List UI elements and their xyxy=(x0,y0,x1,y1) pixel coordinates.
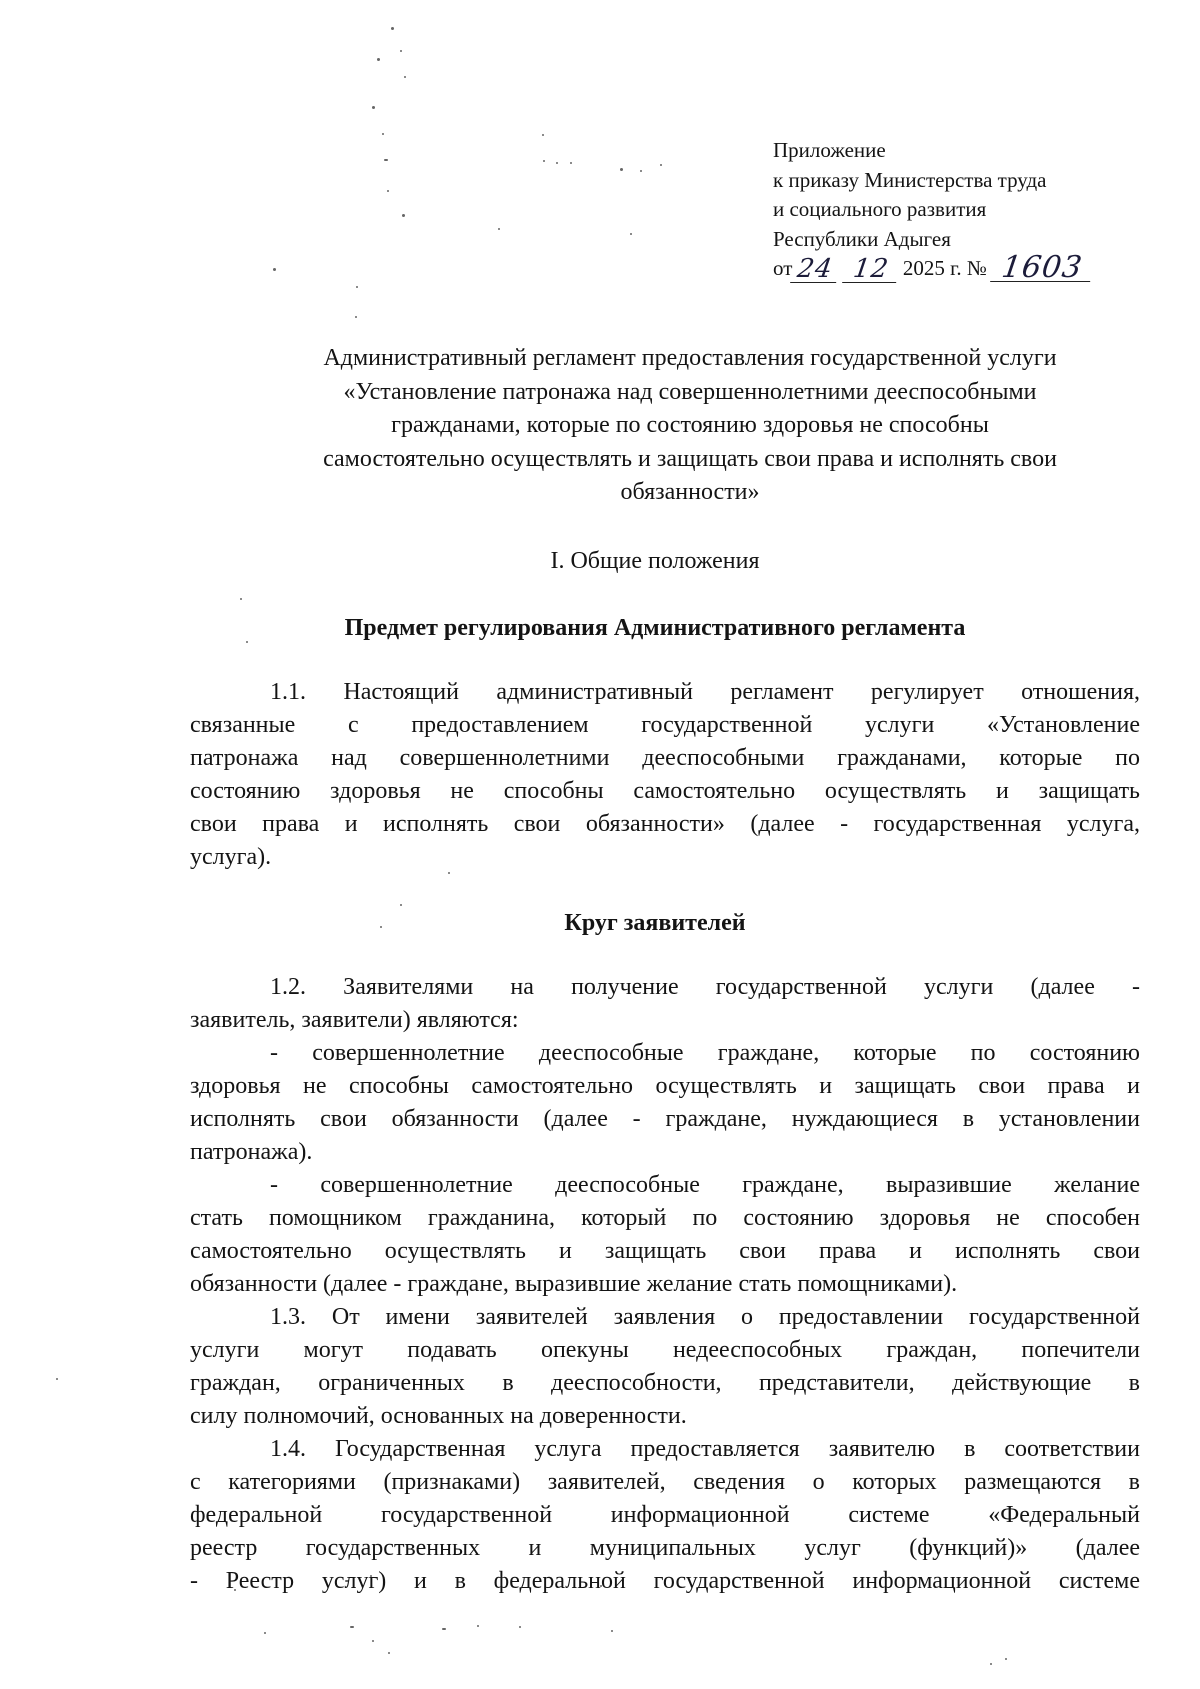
handwritten-month: 12 xyxy=(842,256,900,283)
paragraph-1-4-line: федеральной государственной информационной системе «Федеральный xyxy=(190,1502,1140,1528)
appendix-block xyxy=(773,136,1143,284)
title-line: Административный регламент предоставления государственной услуги xyxy=(323,345,1057,371)
applicant-item-2-line: обязанности (далее - граждане, выразившие желание стать помощниками). xyxy=(190,1271,958,1297)
paragraph-1-3-line: силу полномочий, основанных на доверенности. xyxy=(190,1403,687,1429)
paragraph-1-4-line: с категориями (признаками) заявителей, сведения о которых размещаются в xyxy=(190,1469,1140,1495)
paragraph-1-1-line: патронажа над совершеннолетними дееспособными гражданами, которые по xyxy=(190,745,1140,771)
date-prefix: от xyxy=(773,256,793,280)
applicant-item-1-line: патронажа). xyxy=(190,1139,313,1165)
paragraph-1-2-line: заявитель, заявители) являются: xyxy=(190,1007,519,1033)
appendix-line: и социального развития xyxy=(773,197,987,221)
applicant-item-1-line: исполнять свои обязанности (далее - граждане, нуждающиеся в установлении xyxy=(190,1106,1140,1132)
paragraph-1-3-line: услуги могут подавать опекуны недееспособных граждан, попечители xyxy=(190,1337,1140,1363)
paragraph-1-1-line: услуга). xyxy=(190,844,272,870)
subsection-heading-subject: Предмет регулирования Административного регламента xyxy=(344,615,966,641)
title-line: обязанности» xyxy=(620,479,760,505)
subsection-heading-applicants: Круг заявителей xyxy=(564,910,746,936)
paragraph-1-2-line: 1.2. Заявителями на получение государственной услуги (далее - xyxy=(270,974,1140,1000)
date-year: 2025 г. № xyxy=(902,256,987,280)
order-date-line xyxy=(773,250,1143,285)
paragraph-1-1-line: 1.1. Настоящий административный регламент регулирует отношения, xyxy=(270,679,1140,705)
applicant-item-2-line: - совершеннолетние дееспособные граждане, выразившие желание xyxy=(270,1172,1140,1198)
paragraph-1-4-line: 1.4. Государственная услуга предоставляется заявителю в соответствии xyxy=(270,1436,1140,1462)
appendix-line: к приказу Министерства труда xyxy=(773,167,1047,192)
paragraph-1-1-line: связанные с предоставлением государственной услуги «Установление xyxy=(190,712,1140,738)
paragraph-1-1-line: состоянию здоровья не способны самостоятельно осуществлять и защищать xyxy=(190,778,1140,804)
paragraph-1-4-line: - Реестр услуг) и в федеральной государственной информационной системе xyxy=(190,1568,1140,1594)
handwritten-day: 24 xyxy=(791,256,841,283)
title-line: самостоятельно осуществлять и защищать свои права и исполнять свои xyxy=(323,445,1057,472)
handwritten-order-number: 1603 xyxy=(990,255,1094,282)
applicant-item-2-line: самостоятельно осуществлять и защищать свои права и исполнять свои xyxy=(190,1238,1140,1264)
paragraph-1-4-line: реестр государственных и муниципальных услуг (функций)» (далее xyxy=(190,1535,1140,1561)
applicant-item-2-line: стать помощником гражданина, который по состоянию здоровья не способен xyxy=(190,1205,1140,1231)
applicant-item-1-line: здоровья не способны самостоятельно осуществлять и защищать свои права и xyxy=(190,1073,1140,1099)
paragraph-1-1-line: свои права и исполнять свои обязанности» (далее - государственная услуга, xyxy=(190,811,1140,837)
title-line: гражданами, которые по состоянию здоровья не способны xyxy=(391,412,989,438)
section-heading: I. Общие положения xyxy=(550,548,760,574)
document-title xyxy=(240,342,1140,510)
appendix-line: Приложение xyxy=(773,138,886,162)
paragraph-1-3-line: граждан, ограниченных в дееспособности, представители, действующие в xyxy=(190,1370,1140,1396)
applicant-item-1-line: - совершеннолетние дееспособные граждане, которые по состоянию xyxy=(270,1040,1140,1066)
appendix-line: Республики Адыгея xyxy=(773,226,951,251)
title-line: «Установление патронажа над совершеннолетними дееспособными xyxy=(343,378,1037,405)
paragraph-1-3-line: 1.3. От имени заявителей заявления о предоставлении государственной xyxy=(270,1304,1140,1330)
